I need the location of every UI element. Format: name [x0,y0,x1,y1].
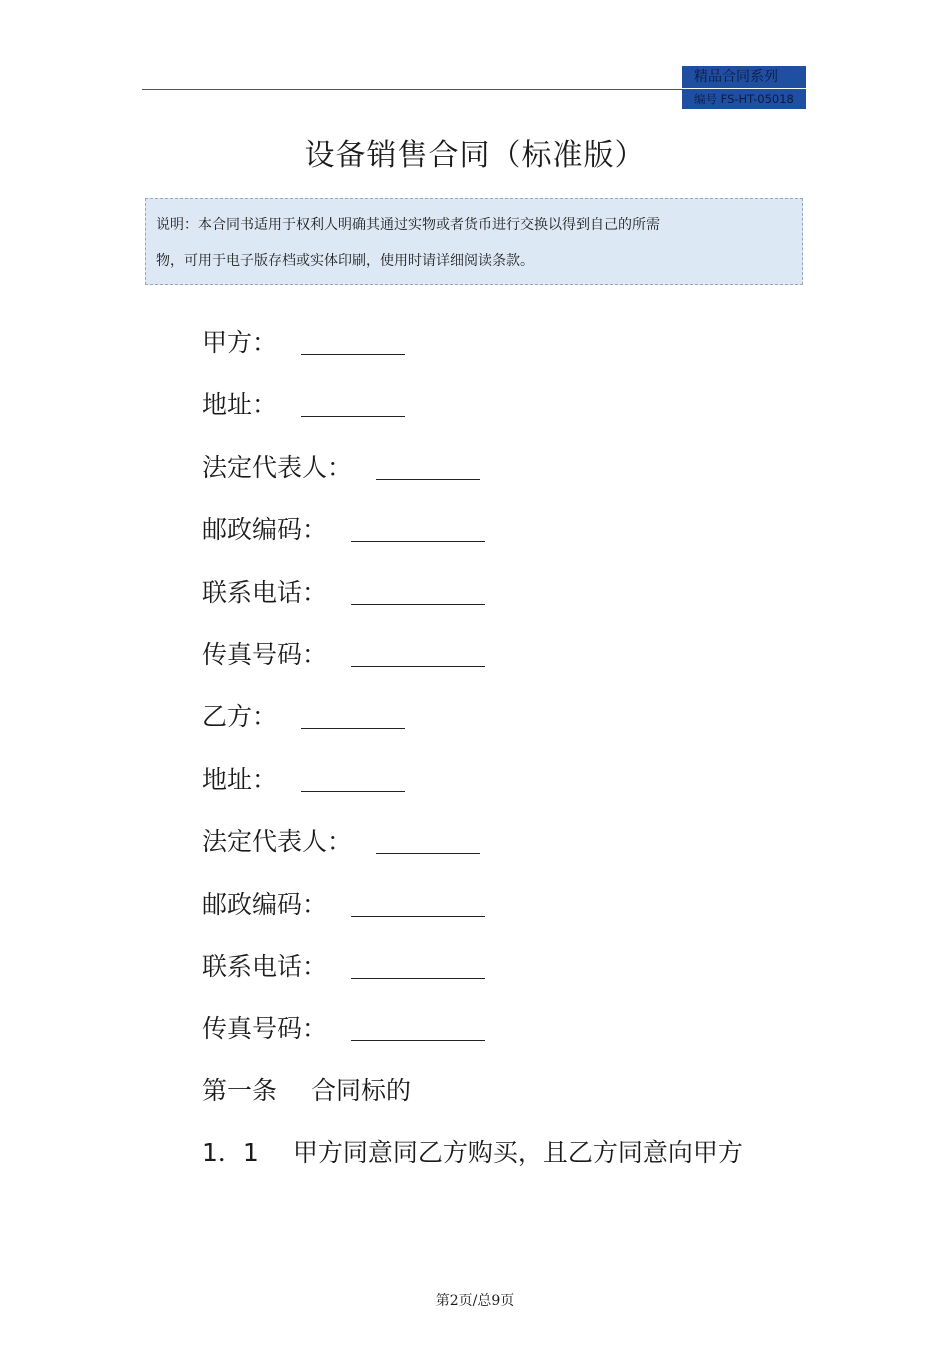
fill-blank[interactable] [301,759,405,792]
field-row [202,884,485,946]
field-row [202,509,485,571]
field-row [202,634,485,696]
series-label: 精品合同系列 [682,66,806,88]
clause-title: 合同标的 [311,1076,412,1105]
fill-blank[interactable] [351,572,485,605]
clause-paragraph [202,1132,743,1174]
fill-blank[interactable] [301,696,405,729]
field-label: 邮政编码： [202,515,328,545]
fill-blank[interactable] [351,1008,485,1041]
field-label: 地址： [202,390,278,420]
fill-blank[interactable] [351,634,485,667]
field-label: 联系电话： [202,577,328,607]
note-line-2: 物，可用于电子版存档或实体印刷，使用时请详细阅读条款。 [156,253,534,269]
field-row [202,384,485,446]
document-code: 编号 FS-HT-05018 [682,89,806,109]
clause-number: 第一条 [202,1076,278,1105]
fill-blank[interactable] [301,322,405,355]
field-label: 乙方： [202,702,278,732]
field-label: 传真号码： [202,639,328,669]
fill-blank[interactable] [376,821,480,854]
clause-heading [202,1070,411,1112]
fill-blank[interactable] [351,509,485,542]
fill-blank[interactable] [376,447,480,480]
fill-blank[interactable] [351,946,485,979]
page-title: 设备销售合同（标准版） [304,138,646,173]
note-line-1: 说明：本合同书适用于权利人明确其通过实物或者货币进行交换以得到自己的所需 [156,217,660,233]
field-label: 法定代表人： [202,827,353,857]
header-rule [142,89,682,90]
field-row [202,447,485,509]
field-row [202,821,485,883]
series-badge [682,66,806,109]
field-row [202,1008,485,1070]
fill-blank[interactable] [301,384,405,417]
field-label: 邮政编码： [202,889,328,919]
field-row [202,696,485,758]
page-footer: 第2页/总9页 [435,1293,515,1309]
field-label: 法定代表人： [202,452,353,482]
instruction-note [145,198,803,285]
party-fields [202,322,485,1071]
field-row [202,572,485,634]
field-label: 传真号码： [202,1014,328,1044]
field-row [202,759,485,821]
field-label: 地址： [202,764,278,794]
field-row [202,946,485,1008]
field-label: 联系电话： [202,951,328,981]
fill-blank[interactable] [351,884,485,917]
field-label: 甲方： [202,328,278,357]
clause-text: 甲方同意同乙方购买，且乙方同意向甲方 [292,1138,743,1167]
clause-number: 1．1 [202,1138,259,1167]
field-row [202,322,485,384]
